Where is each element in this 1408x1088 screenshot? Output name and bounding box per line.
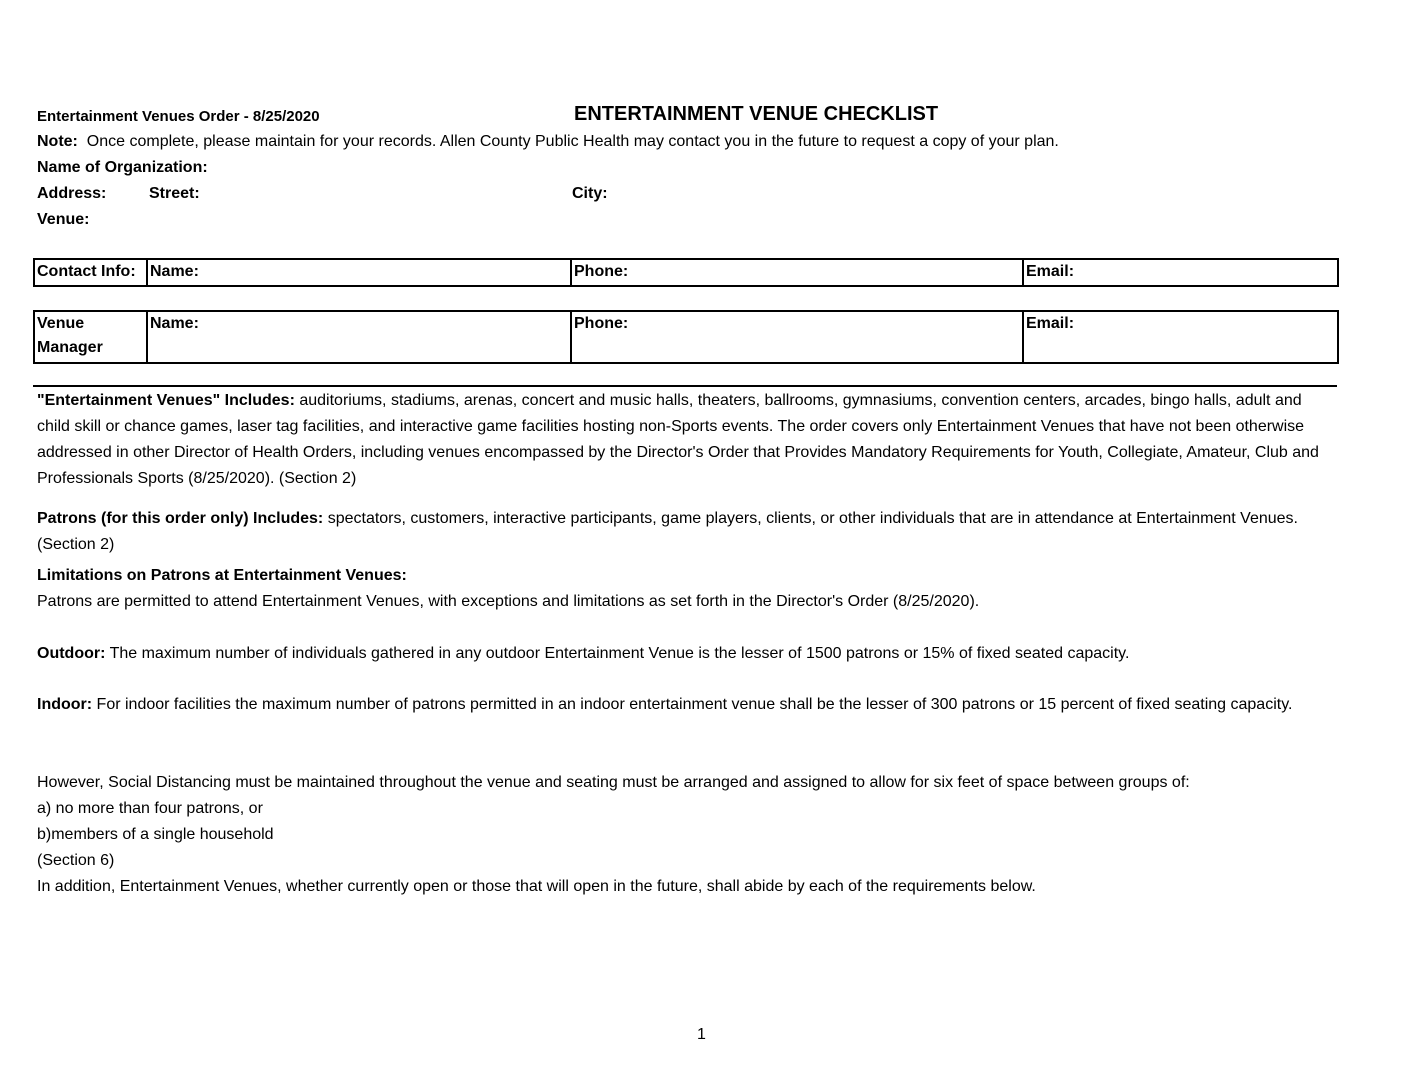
organization-name-label: Name of Organization: bbox=[37, 159, 208, 176]
patrons-definition bbox=[37, 506, 1327, 558]
outdoor-text: The maximum number of individuals gathered in any outdoor Entertainment Venue is the lesser of 1500 patrons or 15% of fixed seated capacity. bbox=[105, 645, 1130, 662]
venue-label: Venue: bbox=[37, 211, 90, 228]
entertainment-venues-definition bbox=[37, 388, 1327, 492]
social-distancing-text: However, Social Distancing must be maintained throughout the venue and seating must be arranged and assigned to allow for six feet of space between groups of: bbox=[37, 774, 1190, 791]
contact-info-table bbox=[33, 258, 1339, 287]
contact-info-label: Contact Info: bbox=[34, 259, 147, 286]
manager-phone-field[interactable]: Phone: bbox=[571, 311, 1023, 363]
closing-text: In addition, Entertainment Venues, whether currently open or those that will open in the future, shall abide by each of the requirements below. bbox=[37, 878, 1036, 895]
venue-manager-label: Venue Manager bbox=[34, 311, 147, 363]
street-label: Street: bbox=[149, 185, 200, 202]
contact-name-field[interactable]: Name: bbox=[147, 259, 571, 286]
indoor-limit bbox=[37, 692, 1327, 718]
list-item-b: b)members of a single household bbox=[37, 826, 274, 843]
page-number: 1 bbox=[697, 1026, 706, 1043]
outdoor-label: Outdoor: bbox=[37, 645, 106, 662]
social-distancing-section bbox=[37, 770, 1327, 900]
limitations-text: Patrons are permitted to attend Entertainment Venues, with exceptions and limitations as set forth in the Director's Order (8/25/2020). bbox=[37, 593, 980, 610]
definition-label: "Entertainment Venues" Includes: bbox=[37, 392, 295, 409]
contact-email-field[interactable]: Email: bbox=[1023, 259, 1338, 286]
contact-phone-field[interactable]: Phone: bbox=[571, 259, 1023, 286]
manager-email-field[interactable]: Email: bbox=[1023, 311, 1338, 363]
list-item-a: a) no more than four patrons, or bbox=[37, 800, 263, 817]
contact-info-row bbox=[34, 259, 1338, 286]
order-title: Entertainment Venues Order - 8/25/2020 bbox=[37, 108, 320, 125]
address-label: Address: bbox=[37, 185, 107, 202]
note-text: Once complete, please maintain for your records. Allen County Public Health may contact you in the future to request a copy of your plan. bbox=[77, 133, 1059, 150]
venue-manager-table bbox=[33, 310, 1339, 364]
city-label: City: bbox=[572, 185, 608, 202]
outdoor-limit bbox=[37, 641, 1327, 667]
manager-name-field[interactable]: Name: bbox=[147, 311, 571, 363]
indoor-text: For indoor facilities the maximum number of patrons permitted in an indoor entertainment venue shall be the lesser of 300 patrons or 15 percent of fixed seating capacity. bbox=[92, 696, 1293, 713]
note-label: Note: bbox=[37, 133, 78, 150]
patrons-text: spectators, customers, interactive participants, game players, clients, or other individuals that are in attendance at Entertainment Venues. (Section 2) bbox=[37, 510, 1298, 553]
section-divider bbox=[33, 385, 1337, 387]
page-title: ENTERTAINMENT VENUE CHECKLIST bbox=[574, 103, 939, 125]
note-line bbox=[37, 129, 1059, 155]
indoor-label: Indoor: bbox=[37, 696, 93, 713]
definition-text: auditoriums, stadiums, arenas, concert and music halls, theaters, ballrooms, gymnasiums, convention centers, arcades, bingo halls, adult and child skill or chance games, laser tag facilities, and interactive game facilities hosting non-Sports events. The order covers only Entertainment Venues that have not been otherwise addressed in other Director of Health Orders, including venues encompassed by the Director's Order that Provides Mandatory Requirements for Youth, Collegiate, Amateur, Club and Professionals Sports (8/25/2020). (Section 2) bbox=[37, 392, 1319, 487]
limitations-section bbox=[37, 563, 1327, 615]
patrons-label: Patrons (for this order only) Includes: bbox=[37, 510, 324, 527]
venue-manager-row bbox=[34, 311, 1338, 363]
limitations-heading: Limitations on Patrons at Entertainment Venues: bbox=[37, 567, 407, 584]
section-reference: (Section 6) bbox=[37, 852, 115, 869]
